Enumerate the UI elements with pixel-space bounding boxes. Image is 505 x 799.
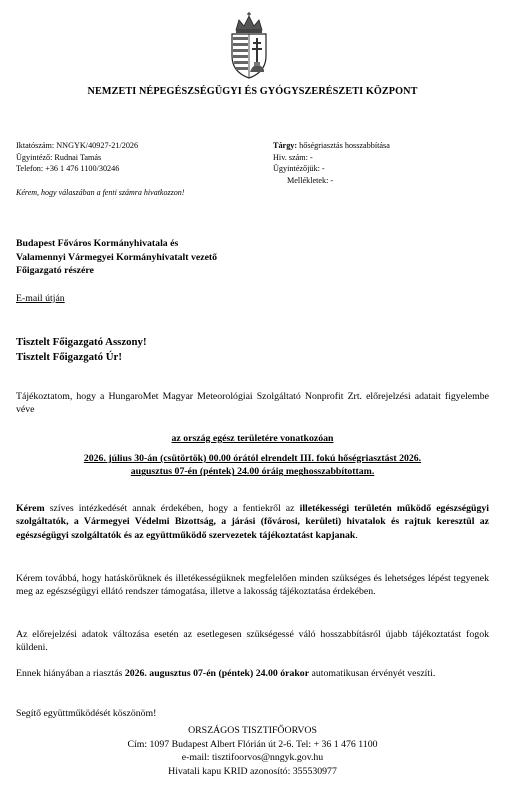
signatory-title: ORSZÁGOS TISZTIFŐORVOS (188, 725, 317, 736)
plain-text: szíves intézkedését annak érdekében, hogy a fentiekről az (44, 503, 300, 514)
plain-text: . (355, 529, 358, 541)
signatory-address: Cím: 1097 Budapest Albert Flórián út 2-6. Tel: + 36 1 476 1100 (127, 738, 378, 750)
organization-name: NEMZETI NÉPEGÉSZSÉGÜGYI ÉS GYÓGYSZERÉSZETI KÖZPONT (87, 86, 418, 97)
further-request-paragraph: Kérem továbbá, hogy hatáskörüknek és illetékességüknek megfelelően minden szükséges és lehetséges lépést tegyenek meg az egészségügyi ellátó rendszer támogatása, illetve a lakosság tájékoztatása érdekében. (16, 573, 489, 598)
bold-text: Kérem (16, 503, 45, 514)
salutation-line: Tisztelt Főigazgató Úr! (16, 351, 122, 363)
decision-line: augusztus 07-én (péntek) 24.00 óráig meghosszabbítottam. (130, 466, 375, 478)
scope-statement: az ország egész területére vonatkozóan (171, 433, 334, 444)
subject-block (273, 140, 493, 186)
phone-number: Telefon: +36 1 476 1100/30246 (16, 164, 120, 174)
bold-text: illetékességi területén működő egészségügyi szolgáltatók, a Vármegyei Védelmi Bizottság, a járási (fővárosi, kerületi) hivatalok és rajtuk keresztül az egészségügyi szolgáltatók és az együttműködő szervezetek tájékoztatást kapjanak (16, 503, 489, 541)
decision-statement (0, 452, 505, 479)
expiry-paragraph (16, 667, 489, 680)
addressee-line: Főigazgató részére (16, 265, 94, 277)
attachments: Mellékletek: - (287, 175, 334, 185)
bold-text: 2026. augusztus 07-én (péntek) 24.00 órakor (124, 668, 310, 679)
salutation (16, 335, 147, 365)
addressee-line: Valamennyi Vármegyei Kormányhivatalt vezető (16, 251, 218, 263)
subject-row (273, 140, 493, 152)
addressee-line: Budapest Főváros Kormányhivatala és (16, 238, 179, 249)
signature-block (0, 724, 505, 778)
reference-block (16, 140, 266, 175)
file-number: Iktatószám: NNGYK/40927-21/2026 (16, 141, 139, 150)
case-officer: Ügyintéző: Rudnai Tamás (16, 152, 102, 162)
delivery-method: E-mail útján (16, 293, 65, 304)
addressee-block (16, 237, 217, 278)
salutation-line: Tisztelt Főigazgató Asszony! (16, 336, 147, 348)
reference-note: Kérem, hogy válaszában a fenti számra hivatkozzon! (16, 188, 185, 197)
intro-paragraph: Tájékoztatom, hogy a HungaroMet Magyar Meteorológiai Szolgáltató Nonprofit Zrt. előrejelzési adatait figyelembe véve (16, 391, 489, 416)
hungarian-coat-of-arms-icon (226, 12, 272, 80)
decision-line: 2026. július 30-án (csütörtök) 00.00 órától elrendelt III. fokú hőségriasztást 2026. (83, 453, 422, 464)
their-officer: Ügyintézőjük: - (273, 164, 325, 174)
their-reference: Hiv. szám: - (273, 152, 313, 162)
request-paragraph (16, 502, 489, 542)
signatory-krid: Hivatali kapu KRID azonosító: 355530977 (168, 765, 337, 777)
subject-label: Tárgy: (273, 141, 298, 150)
subject-value: hőségriasztás hosszabbítása (297, 141, 390, 150)
extension-notice-paragraph: Az előrejelzési adatok változása esetén az esetlegesen szükségessé váló hosszabbításról újabb tájékoztatást fogok küldeni. (16, 629, 489, 654)
plain-text: automatikusan érvényét veszíti. (309, 668, 436, 679)
signatory-email: e-mail: tisztifoorvos@nngyk.gov.hu (181, 752, 324, 764)
plain-text: Ennek hiányában a riasztás (16, 668, 125, 679)
closing-line: Segítő együttműködését köszönöm! (16, 708, 157, 719)
